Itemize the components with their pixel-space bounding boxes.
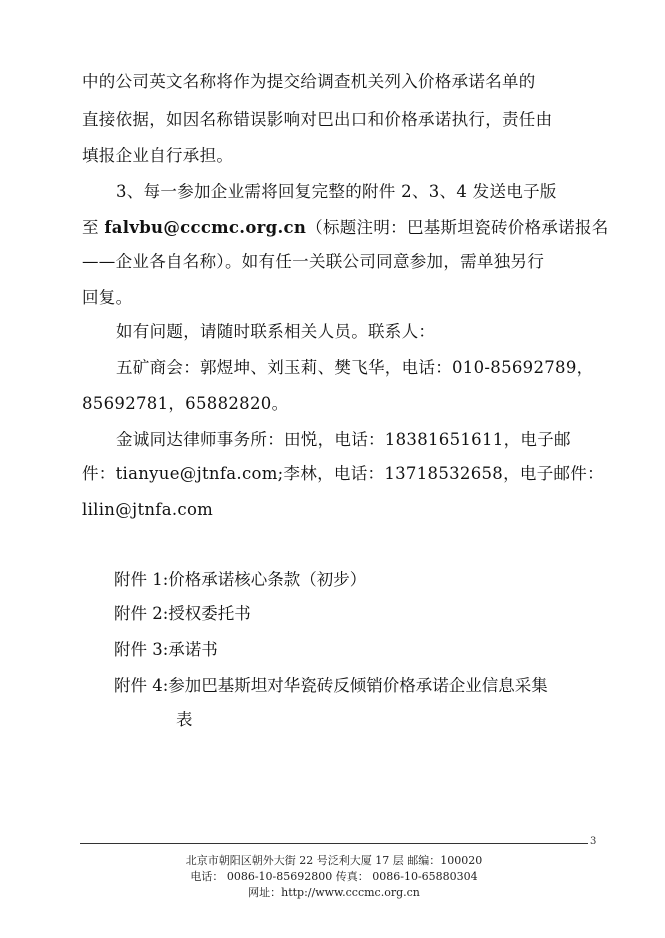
attachment-item-3: 附件 3:承诺书 xyxy=(114,640,218,659)
para2-line2-prefix: 至 xyxy=(82,218,105,237)
attachment-item-4: 附件 4:参加巴基斯坦对华瓷砖反倾销价格承诺企业信息采集 xyxy=(114,676,548,695)
footer-address: 北京市朝阳区朝外大街 22 号泛利大厦 17 层 邮编：100020 xyxy=(185,854,483,867)
attachment-item-1: 附件 1:价格承诺核心条款（初步） xyxy=(114,570,367,589)
contact-intro: 如有问题，请随时联系相关人员。联系人： xyxy=(116,322,436,341)
para1-line1: 中的公司英文名称将作为提交给调查机关列入价格承诺名单的 xyxy=(82,72,536,91)
minmetals-contact-line2: 85692781，65882820。 xyxy=(82,394,289,413)
footer-divider xyxy=(80,843,588,844)
submission-email-link[interactable]: falvbu@cccmc.org.cn xyxy=(104,218,307,237)
para2-line3: ——企业各自名称）。如有任一关联公司同意参加，需单独另行 xyxy=(82,252,545,271)
para1-line3: 填报企业自行承担。 xyxy=(82,146,234,165)
para2-line2-suffix: （标题注明：巴基斯坦瓷砖价格承诺报名 xyxy=(306,218,609,237)
lawfirm-contact-line3: lilin@jtnfa.com xyxy=(82,500,214,519)
para1-line2: 直接依据，如因名称错误影响对巴出口和价格承诺执行，责任由 xyxy=(82,110,553,129)
lawfirm-contact-line1: 金诚同达律师事务所：田悦，电话：18381651611，电子邮 xyxy=(116,430,571,449)
attachment-item-2: 附件 2:授权委托书 xyxy=(114,604,251,623)
para2-line2 xyxy=(82,216,609,240)
footer-website: 网址：http://www.cccmc.org.cn xyxy=(248,886,420,899)
minmetals-contact-line1: 五矿商会：郭煜坤、刘玉莉、樊飞华，电话：010-85692789， xyxy=(116,358,594,377)
para2-line4: 回复。 xyxy=(82,288,133,307)
page-number: 3 xyxy=(590,836,597,847)
footer-phone-fax: 电话： 0086-10-85692800 传真： 0086-10-65880304 xyxy=(190,870,478,883)
lawfirm-contact-line2: 件：tianyue@jtnfa.com;李林，电话：13718532658，电子邮件： xyxy=(82,464,604,483)
attachment-item-4-continuation: 表 xyxy=(176,710,193,729)
para2-line1: 3、每一参加企业需将回复完整的附件 2、3、4 发送电子版 xyxy=(116,182,557,201)
